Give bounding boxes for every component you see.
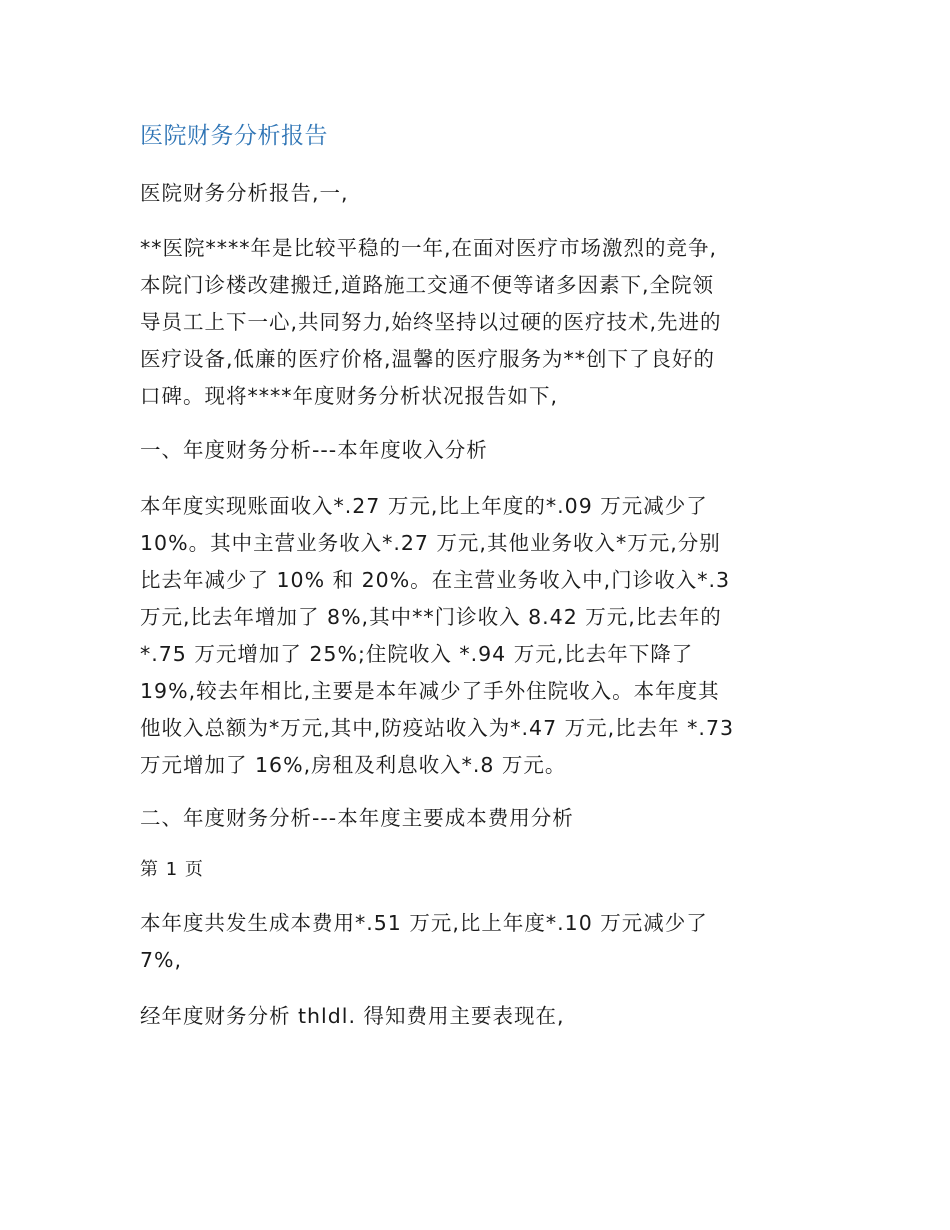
text-line: 本年度实现账面收入*.27 万元,比上年度的*.09 万元减少了 (140, 494, 708, 518)
page-number: 第 1 页 (140, 859, 204, 880)
text-line: 导员工上下一心,共同努力,始终坚持以过硬的医疗技术,先进的 (140, 310, 722, 334)
text-line: 比去年减少了 10% 和 20%。在主营业务收入中,门诊收入*.3 (140, 568, 731, 592)
text-line: 医疗设备,低廉的医疗价格,温馨的医疗服务为**创下了良好的 (140, 347, 716, 371)
document-title: 医院财务分析报告 (140, 123, 328, 149)
section-heading-cost: 二、年度财务分析---本年度主要成本费用分析 (140, 806, 574, 830)
overview-paragraph (140, 230, 810, 415)
cost-paragraph (140, 905, 810, 979)
expense-summary-paragraph: 经年度财务分析 thldl. 得知费用主要表现在, (140, 1004, 565, 1028)
text-line: 7%, (140, 948, 183, 972)
text-line: 万元增加了 16%,房租及利息收入*.8 万元。 (140, 753, 567, 777)
text-line: *.75 万元增加了 25%;住院收入 *.94 万元,比去年下降了 (140, 642, 694, 666)
text-line: 他收入总额为*万元,其中,防疫站收入为*.47 万元,比去年 *.73 (140, 716, 735, 740)
income-analysis-paragraph (140, 488, 810, 784)
text-line: 10%。其中主营业务收入*.27 万元,其他业务收入*万元,分别 (140, 531, 721, 555)
text-line: **医院****年是比较平稳的一年,在面对医疗市场激烈的竞争, (140, 236, 718, 260)
text-line: 万元,比去年增加了 8%,其中**门诊收入 8.42 万元,比去年的 (140, 605, 722, 629)
section-heading-income: 一、年度财务分析---本年度收入分析 (140, 438, 488, 462)
text-line: 本院门诊楼改建搬迁,道路施工交通不便等诸多因素下,全院领 (140, 273, 715, 297)
text-line: 本年度共发生成本费用*.51 万元,比上年度*.10 万元减少了 (140, 911, 708, 935)
text-line: 口碑。现将****年度财务分析状况报告如下, (140, 384, 559, 408)
text-line: 19%,较去年相比,主要是本年减少了手外住院收入。本年度其 (140, 679, 720, 703)
intro-paragraph: 医院财务分析报告,一, (140, 181, 349, 205)
